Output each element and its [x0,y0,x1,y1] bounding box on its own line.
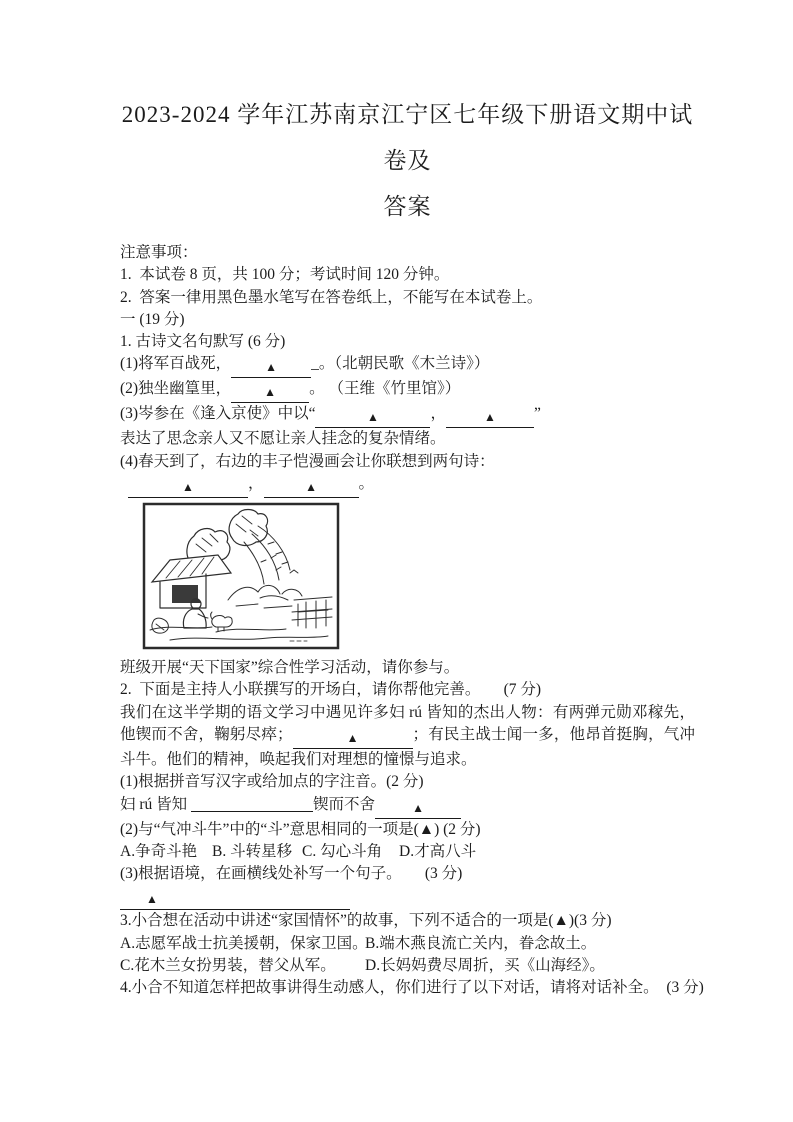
q2-sub3: (3)根据语境，在画横线处补写一个句子。 (3 分) [120,865,463,883]
small-dog [211,612,233,631]
q1-line3 [120,403,695,428]
q3-stem: 3.小合想在活动中讲述“家国情怀”的故事，下列不适合的一项是(▲)(3 分) [120,912,612,930]
q4-stem: 4.小合不知道怎样把故事讲得生动感人，你们进行了以下对话，请将对话补全。 (3 分) [120,979,704,997]
answer-blank [191,794,313,812]
q3-option-c: C.花木兰女扮男装，替父从军。 [120,957,336,975]
q1-line2-pre: (2)独坐幽篁里， [120,380,232,398]
q1-line1-post: _。（北朝民歌《木兰诗》） [311,355,490,373]
activity-intro: 班级开展“天下国家”综合性学习活动，请你参与。 [120,659,460,677]
bridge-structure [292,597,332,628]
notice-item-2: 2. 答案一律用黑色墨水笔写在答卷纸上，不能写在本试卷上。 [120,288,543,306]
page-title-line1: 2023-2024 学年江苏南京江宁区七年级下册语文期中试卷及 [121,102,694,173]
answer-blank: ▲ [446,410,534,428]
q1-line3-post: ” [533,405,541,423]
q1-line4-mid: ， [248,475,264,493]
mountains [228,586,302,601]
thatched-hut [152,555,231,608]
q2-option-b: B. 斗转星移 [212,842,293,860]
page-title-line2: 答案 [383,194,432,219]
q2-para-pre: 我们在这半学期的语文学习中遇见许多妇 rú 皆知的杰出人物：有两弹元勋邓稼先，他锲而不舍，鞠躬尽瘁； [120,703,695,743]
q1-line3-mid: ， [430,405,446,423]
q2-options-row [120,841,695,863]
page-title [120,92,695,230]
q2-sub2: (2)与“气冲斗牛”中的“斗”意思相同的一项是(▲) (2 分) [120,820,481,838]
paper-body [120,242,704,1000]
q2-paragraph [120,702,695,772]
pinyin-word-2: 锲而不舍 [313,795,376,813]
q2-sub3-blank-line [120,885,695,910]
q1-stem: 1. 古诗文名句默写 (6 分) [120,333,286,351]
q3-option-d: D.长妈妈费尽周折，买《山海经》。 [365,957,605,975]
q1-line2 [120,378,695,403]
notice-heading: 注意事项： [120,244,198,261]
answer-blank: ▲ [375,801,461,819]
q2-option-d: D.才高八斗 [399,842,477,860]
fengzikai-illustration [140,500,342,652]
q1-line3-pre: (3)岑参在《逢入京使》中以“ [120,405,316,423]
pinyin-word-1: 妇 rú 皆知 [120,795,188,813]
q2-para-post: ；有民主战士闻一多，他昂首挺胸，气冲斗牛。他们的精神，唤起我们对理想的憧憬与追求。 [120,725,695,768]
q3-options-row-1 [120,933,695,955]
answer-blank: ▲ [231,360,311,378]
q1-line4-blanks [120,473,695,498]
q1-line4-post: 。 [358,475,375,493]
q2-pinyin-line [120,794,695,819]
answer-blank: ▲ [128,480,248,498]
q1-line4: (4)春天到了，右边的丰子恺漫画会让你联想到两句诗： [120,452,495,470]
q3-options-row-2 [120,955,695,977]
q1-line1 [120,353,695,378]
section-one-heading: 一 (19 分) [120,310,185,328]
q2-option-c: C. 勾心斗角 [302,842,383,860]
q1-line1-pre: (1)将军百战死， [120,355,232,373]
q2-sub1: (1)根据拼音写汉字或给加点的字注音。(2 分) [120,773,424,791]
q2-stem: 2. 下面是主持人小联撰写的开场白，请你帮他完善。 (7 分) [120,681,542,699]
answer-blank: ▲ [120,892,350,910]
answer-blank: ▲ [264,480,359,498]
q1-line2-post: 。 （王维《竹里馆》） [309,380,461,398]
answer-blank: ▲ [315,410,430,428]
notice-item-1: 1. 本试卷 8 页，共 100 分；考试时间 120 分钟。 [120,266,450,284]
answer-blank: ▲ [293,731,413,749]
bird-icon [290,570,298,573]
q2-option-a: A.争奇斗艳 [120,842,198,860]
answer-blank: ▲ [231,385,309,403]
q3-option-b: B.端木燕良流亡关内，眷念故土。 [365,934,597,952]
ground-rocks [150,618,328,640]
q3-option-a: A.志愿军战士抗美援朝，保家卫国。 [120,934,368,952]
q1-line3-cont: 表达了思念亲人又不愿让亲人挂念的复杂情绪。 [120,430,446,448]
